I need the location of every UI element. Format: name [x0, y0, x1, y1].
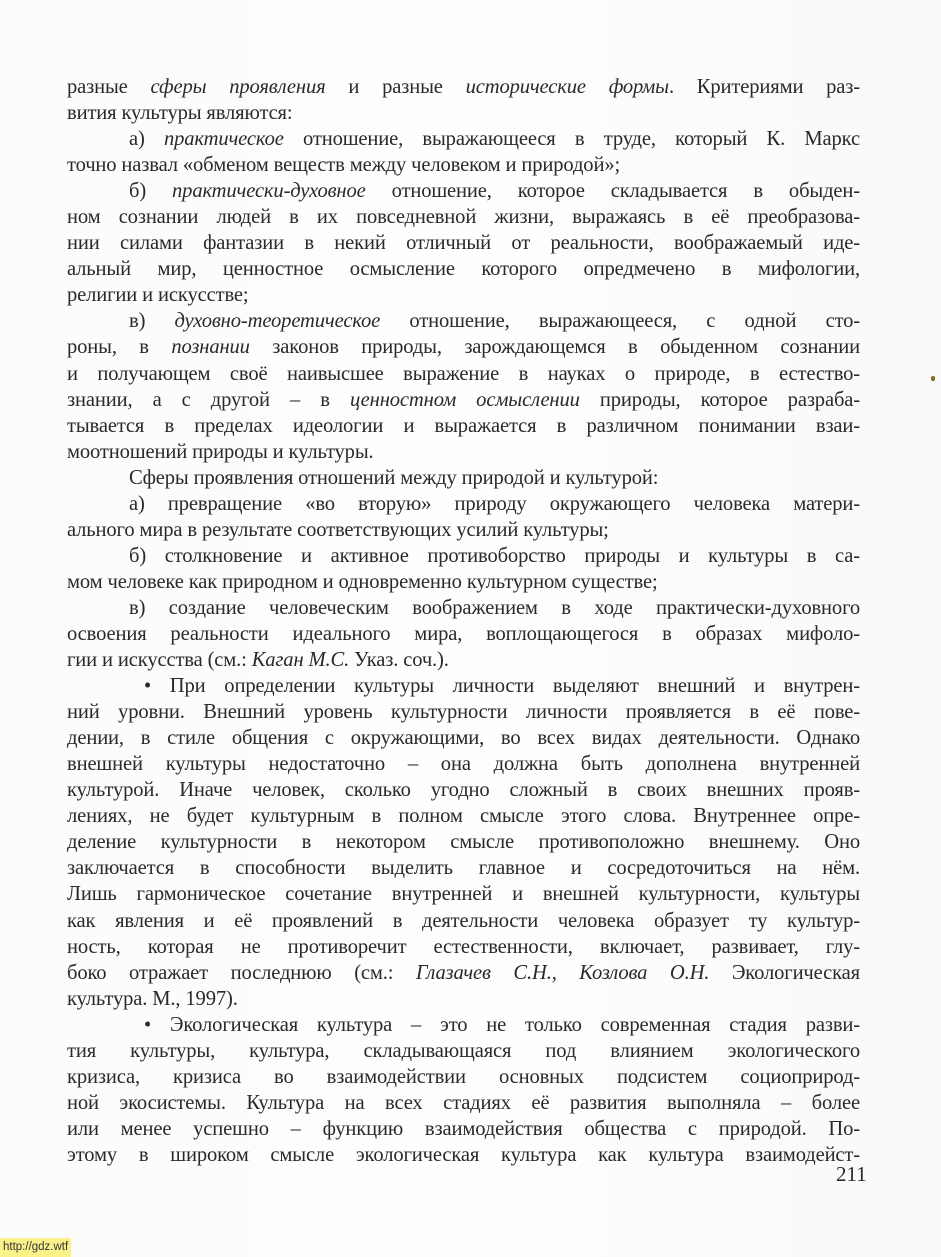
text-line	[67, 465, 860, 491]
text-line	[67, 569, 860, 595]
text-line	[67, 673, 860, 699]
text-run: ального мира в результате соответствующих усилий культуры;	[67, 518, 609, 541]
text-run: ний уровни. Внешний уровень культурности личности проявляется в её пове-	[67, 701, 860, 724]
text-line	[67, 881, 860, 907]
text-run: культурой. Иначе человек, сколько угодно сложный в своих внешних прояв-	[67, 779, 860, 802]
text-line	[67, 361, 860, 387]
text-run: а)	[129, 128, 164, 151]
text-line	[67, 1142, 860, 1168]
text-run: природы, которое разраба-	[579, 388, 860, 411]
text-line	[67, 282, 860, 308]
text-run: Сферы проявления отношений между природой и культурой:	[129, 466, 659, 489]
text-run: б)	[129, 180, 173, 203]
text-run: боко отражает последнюю (см.:	[67, 961, 416, 984]
text-line	[67, 204, 860, 230]
text-line	[67, 777, 860, 803]
text-run: или менее успешно – функцию взаимодействия общества с природой. По-	[67, 1117, 860, 1140]
text-run: дении, в стиле общения с окружающими, во всех видах деятельности. Однако	[67, 727, 860, 750]
watermark-link[interactable]: http://gdz.wtf	[0, 1238, 71, 1257]
text-run: отношение, которое складывается в обыден-	[365, 180, 860, 203]
italic-term: Каган М.С.	[251, 649, 350, 672]
text-run: как явления и её проявлений в деятельности человека образует ту культур-	[67, 909, 860, 932]
italic-term: сферы проявления	[150, 76, 326, 98]
scan-speck	[931, 376, 935, 381]
text-line	[67, 595, 860, 621]
text-run: • При определении культуры личности выделяют внешний и внутрен-	[144, 675, 860, 698]
text-line	[67, 1038, 860, 1064]
text-run: нии силами фантазии в некий отличный от реальности, воображаемый иде-	[67, 232, 860, 255]
text-run: и получающем своё наивысшее выражение в науках о природе, в естество-	[67, 362, 860, 385]
text-run: заключается в способности выделить главное и сосредоточиться на нём.	[67, 857, 860, 880]
body-text	[67, 74, 860, 1168]
text-run: ность, которая не противоречит естественности, включает, развивает, глу-	[67, 935, 860, 958]
text-line	[67, 699, 860, 725]
text-run: законов природы, зарождающемся в обыденном сознании	[249, 336, 860, 359]
text-run: религии и искусстве;	[67, 284, 249, 307]
text-line	[67, 855, 860, 881]
text-run: гии и искусства (см.:	[67, 649, 252, 672]
text-run: кризиса, кризиса во взаимодействии основных подсистем социоприрод-	[67, 1065, 860, 1088]
text-line	[67, 308, 860, 334]
italic-term: практическое	[163, 128, 284, 151]
text-run: знании, а с другой – в	[67, 388, 350, 411]
text-run: в)	[129, 310, 175, 333]
text-run: освоения реальности идеального мира, воплощающегося в образах мифоло-	[67, 622, 860, 645]
text-run: а) превращение «во вторую» природу окружающего человека матери-	[129, 492, 860, 515]
italic-term: Глазачев С.Н., Козлова О.Н.	[415, 961, 710, 984]
text-line	[67, 491, 860, 517]
text-line	[67, 829, 860, 855]
text-run: . Критериями раз-	[668, 76, 860, 98]
italic-term: ценностном осмыслении	[350, 388, 580, 411]
text-line	[67, 725, 860, 751]
text-run: • Экологическая культура – это не только современная стадия разви-	[144, 1013, 860, 1036]
text-line	[67, 1116, 860, 1142]
text-line	[67, 543, 860, 569]
page-number: 211	[836, 1162, 867, 1186]
text-run: альный мир, ценностное осмысление которого опредмечено в мифологии,	[67, 258, 860, 281]
text-run: ном сознании людей в их повседневной жизни, выражаясь в её преобразова-	[67, 206, 860, 229]
text-run: и разные	[325, 76, 466, 98]
text-run: разные	[67, 76, 151, 98]
text-line	[67, 1090, 860, 1116]
text-line	[67, 1064, 860, 1090]
text-run: отношение, выражающееся в труде, который К. Маркс	[283, 128, 860, 151]
text-run: отношение, выражающееся, с одной сто-	[380, 310, 861, 333]
text-run: моотношений природы и культуры.	[67, 440, 374, 463]
text-run: Указ. соч.).	[349, 649, 449, 672]
text-line	[67, 908, 860, 934]
text-line	[67, 387, 860, 413]
italic-term: практически-духовное	[172, 180, 366, 203]
text-run: культура. М., 1997).	[67, 987, 238, 1010]
text-line	[67, 230, 860, 256]
text-run: точно назвал «обменом веществ между человеком и природой»;	[67, 154, 621, 177]
text-run: вития культуры являются:	[67, 102, 293, 125]
text-line	[67, 986, 860, 1012]
text-run: этому в широком смысле экологическая культура как культура взаимодейст-	[67, 1143, 860, 1166]
text-line	[67, 334, 860, 360]
text-run: Лишь гармоническое сочетание внутренней и внешней культурности, культуры	[67, 883, 860, 906]
text-line	[67, 178, 860, 204]
text-run: ной экосистемы. Культура на всех стадиях её развития выполняла – более	[67, 1091, 860, 1114]
text-run: деление культурности в некотором смысле противоположно внешнему. Оно	[67, 831, 860, 854]
text-line	[67, 934, 860, 960]
text-line	[67, 517, 860, 543]
text-line	[67, 74, 860, 100]
text-run: в) создание человеческим воображением в ходе практически-духовного	[129, 596, 860, 619]
text-run: мом человеке как природном и одновременно культурном существе;	[67, 570, 658, 593]
text-run: б) столкновение и активное противоборство природы и культуры в са-	[129, 544, 860, 567]
text-run: Экологическая	[709, 961, 860, 984]
text-line	[67, 621, 860, 647]
text-line	[67, 803, 860, 829]
text-line	[67, 413, 860, 439]
text-line	[67, 152, 860, 178]
text-run: роны, в	[67, 336, 172, 359]
text-line	[67, 256, 860, 282]
text-run: внешней культуры недостаточно – она должна быть дополнена внутренней	[67, 753, 860, 776]
italic-term: познании	[171, 336, 250, 359]
italic-term: духовно-теоретическое	[174, 310, 381, 333]
text-line	[67, 1012, 860, 1038]
italic-term: исторические формы	[465, 76, 669, 98]
text-run: лениях, не будет культурным в полном смысле этого слова. Внутреннее опре-	[67, 805, 860, 828]
text-line	[67, 751, 860, 777]
text-run: тия культуры, культура, складывающаяся под влиянием экологического	[67, 1039, 860, 1062]
text-line	[67, 960, 860, 986]
text-line	[67, 647, 860, 673]
text-line	[67, 439, 860, 465]
text-line	[67, 126, 860, 152]
text-line	[67, 100, 860, 126]
text-run: тывается в пределах идеологии и выражается в различном понимании взаи-	[67, 414, 860, 437]
